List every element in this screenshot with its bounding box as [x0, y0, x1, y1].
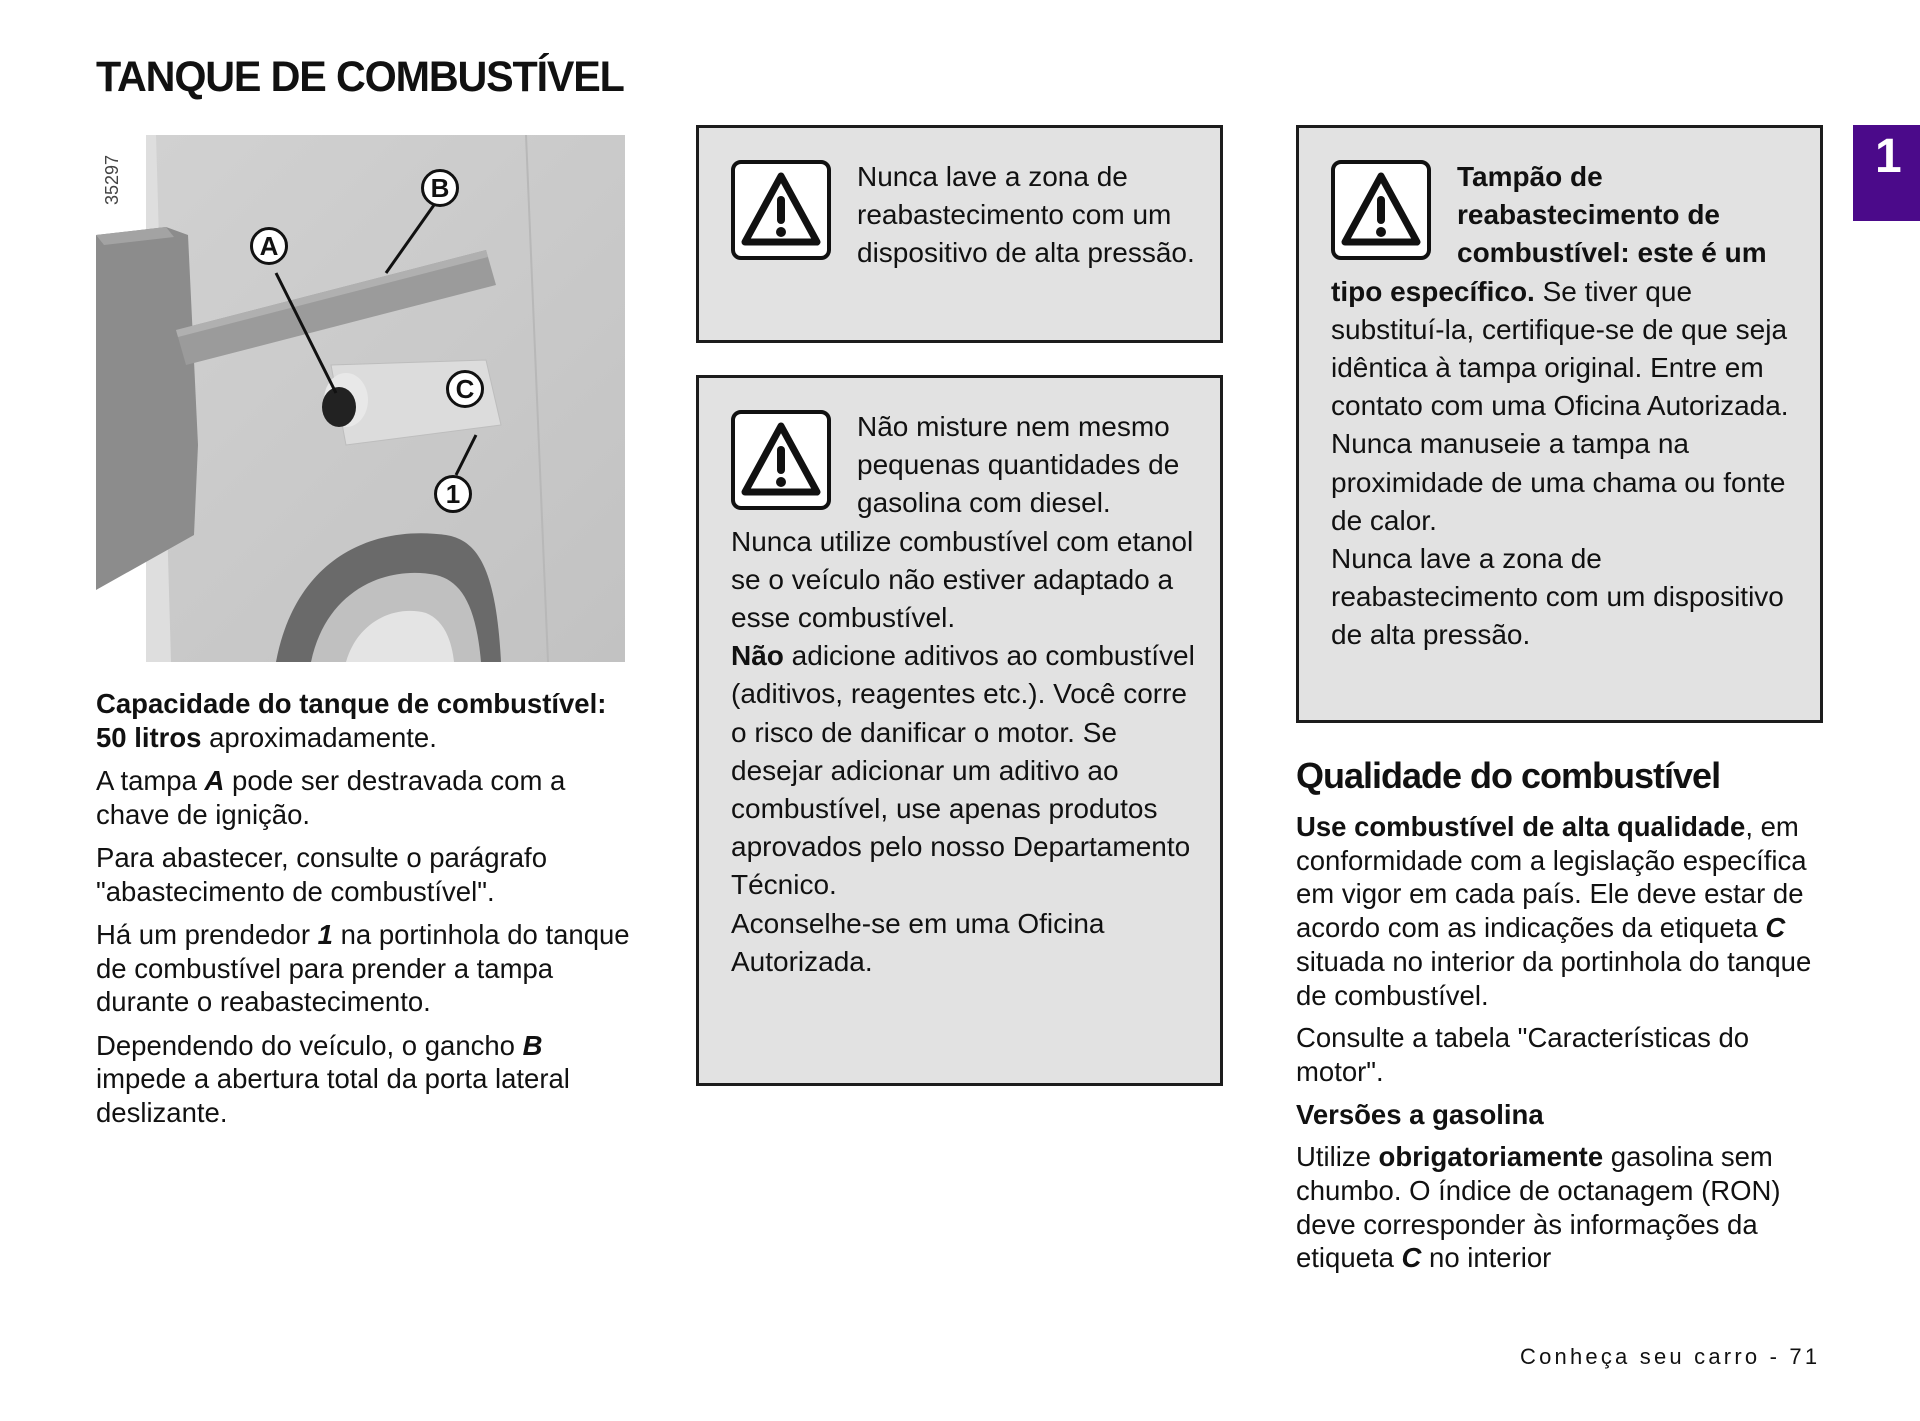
- text: Dependendo do veículo, o gancho: [96, 1029, 523, 1061]
- subheading-petrol-versions: Versões a gasolina: [1296, 1098, 1544, 1130]
- cap-unlock-paragraph: [96, 764, 636, 831]
- ref-c: C: [1401, 1242, 1422, 1274]
- text: Utilize: [1296, 1141, 1379, 1173]
- text: no interior: [1421, 1242, 1552, 1274]
- figure-number: 35297: [102, 154, 122, 205]
- text: , em conformidade com a legislação específica em vigor em cada país. Ele deve estar de acordo com as indicações da etiqueta: [1296, 811, 1807, 944]
- fuel-quality-paragraph: [1296, 810, 1836, 1012]
- text-bold: Use combustível de alta qualidade: [1296, 811, 1746, 842]
- ref-b: B: [522, 1029, 543, 1061]
- text: Há um prendedor: [96, 919, 318, 950]
- callout-c: C: [446, 370, 484, 408]
- text: Se tiver que substituí-la, certifique-se de que seja idêntica à tampa original. Entre em contato com uma Oficina Autorizada.: [1331, 275, 1789, 422]
- warning-text-mixing: Não misture nem mesmo pequenas quantidades de gasolina com diesel.: [857, 411, 1180, 519]
- fuel-filler-illustration: [96, 135, 625, 662]
- ref-1: 1: [317, 919, 333, 950]
- warning-box-fuel-mixing: [696, 375, 1223, 1086]
- text: adicione aditivos ao combustível (aditivos, reagentes etc.). Você corre o risco de danificar o motor. Se desejar adicionar um aditivo ao combustível, use apenas produtos aprovados pelo nosso Departamento Técnico.: [731, 640, 1195, 901]
- text-bold: Não: [731, 640, 784, 672]
- callout-b: B: [421, 169, 459, 207]
- text: pode ser destravada com a chave de ignição.: [96, 765, 566, 830]
- page-title: TANQUE DE COMBUSTÍVEL: [96, 53, 624, 101]
- text-bold: obrigatoriamente: [1378, 1141, 1604, 1173]
- callout-1: 1: [434, 475, 472, 513]
- engine-table-paragraph: Consulte a tabela "Características do motor".: [1296, 1022, 1750, 1087]
- warning-box-filler-cap: [1296, 125, 1823, 723]
- warning-text-ethanol: Nunca utilize combustível com etanol se o veículo não estiver adaptado a esse combustível.: [731, 525, 1194, 634]
- warning-triangle-icon: [731, 410, 831, 510]
- capacity-rest: aproximadamente.: [209, 721, 437, 753]
- capacity-paragraph: [96, 687, 636, 754]
- text: gasolina sem chumbo. O índice de octanagem (RON) deve corresponder às informações da etiqueta: [1296, 1141, 1781, 1274]
- clip-paragraph: [96, 918, 636, 1019]
- ref-a: A: [204, 765, 225, 796]
- warning-text-advice: Aconselhe-se em uma Oficina Autorizada.: [731, 907, 1105, 977]
- capacity-bold: Capacidade do tanque de combustível: 50 litros: [96, 688, 607, 753]
- section-heading-fuel-quality: Qualidade do combustível: [1296, 755, 1721, 796]
- warning-text-pressure: Nunca lave a zona de reabastecimento com um dispositivo de alta pressão.: [1331, 543, 1784, 651]
- text: situada no interior da portinhola do tanque de combustível.: [1296, 945, 1812, 1011]
- text-bold: Tampão de reabastecimento de combustível: este é um tipo específico.: [1331, 161, 1767, 307]
- hook-paragraph: [96, 1029, 636, 1130]
- warning-text-additives: [731, 637, 1196, 904]
- van-side-drawing: [96, 135, 625, 662]
- warning-text: Nunca lave a zona de reabastecimento com um dispositivo de alta pressão.: [857, 161, 1195, 269]
- callout-a: A: [250, 227, 288, 265]
- chapter-number: 1: [1875, 130, 1902, 183]
- text: na portinhola do tanque de combustível para prender a tampa durante o reabastecimento.: [96, 919, 630, 1017]
- warning-triangle-icon: [731, 160, 831, 260]
- chapter-tab[interactable]: [1853, 125, 1920, 221]
- page-footer: Conheça seu carro - 71: [1520, 1344, 1821, 1369]
- text: A tampa: [96, 765, 205, 796]
- left-column: [96, 687, 636, 1139]
- ref-c: C: [1765, 912, 1786, 944]
- refuel-reference-paragraph: Para abastecer, consulte o parágrafo "abastecimento de combustível".: [96, 842, 547, 907]
- warning-triangle-icon: [1331, 160, 1431, 260]
- text: impede a abertura total da porta lateral deslizante.: [96, 1063, 570, 1128]
- warning-box-high-pressure: [696, 125, 1223, 343]
- warning-text-flame: Nunca manuseie a tampa na proximidade de uma chama ou fonte de calor.: [1331, 428, 1786, 536]
- petrol-paragraph: [1296, 1140, 1836, 1275]
- right-column: [1296, 810, 1836, 1284]
